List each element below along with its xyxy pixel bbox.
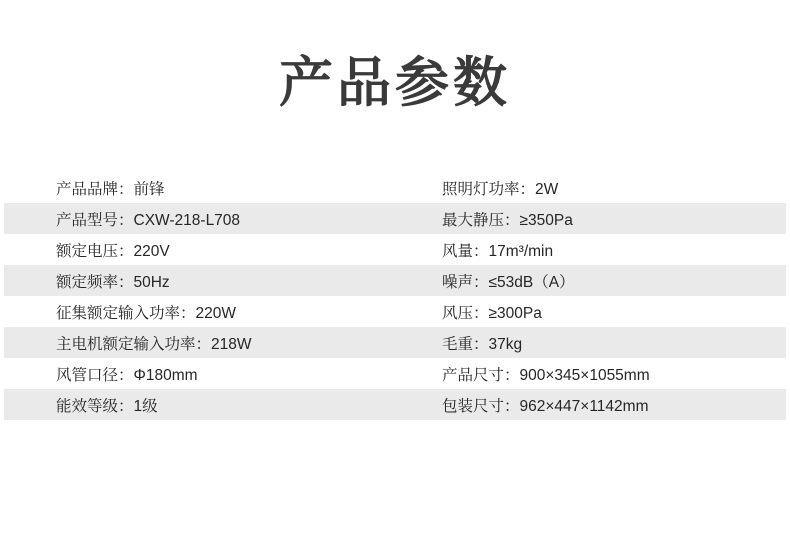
spec-cell-left — [4, 296, 424, 327]
spec-cell-left — [4, 172, 424, 203]
spec-text: 额定电压：220V — [56, 242, 170, 260]
spec-table-body — [4, 172, 786, 420]
spec-cell-right — [424, 234, 786, 265]
spec-cell-right — [424, 296, 786, 327]
page-title: 产品参数 — [279, 53, 511, 113]
spec-text: 风量：17m³/min — [442, 242, 554, 260]
spec-cell-right — [424, 172, 786, 203]
spec-text: 额定频率：50Hz — [56, 273, 170, 291]
spec-cell-right — [424, 327, 786, 358]
spec-cell-right — [424, 389, 786, 420]
table-row — [4, 358, 786, 389]
table-row — [4, 203, 786, 234]
spec-text: 风管口径：Φ180mm — [56, 366, 198, 384]
table-row — [4, 296, 786, 327]
table-row — [4, 172, 786, 203]
spec-cell-left — [4, 203, 424, 234]
spec-cell-right — [424, 358, 786, 389]
spec-text: 最大静压：≥350Pa — [442, 211, 573, 229]
spec-text: 毛重：37kg — [442, 335, 523, 353]
table-row — [4, 265, 786, 296]
spec-text: 包装尺寸：962×447×1142mm — [442, 397, 649, 415]
spec-text: 风压：≥300Pa — [442, 304, 542, 322]
spec-cell-left — [4, 265, 424, 296]
spec-cell-right — [424, 203, 786, 234]
spec-text: 产品型号：CXW-218-L708 — [56, 211, 241, 229]
table-row — [4, 327, 786, 358]
spec-text: 照明灯功率：2W — [442, 180, 559, 198]
table-row — [4, 389, 786, 420]
spec-text: 征集额定输入功率：220W — [56, 304, 236, 322]
spec-text: 产品尺寸：900×345×1055mm — [442, 366, 650, 384]
spec-cell-left — [4, 234, 424, 265]
bottom-spacer — [0, 420, 790, 500]
spec-table — [4, 172, 786, 420]
spec-cell-left — [4, 358, 424, 389]
spec-text: 噪声：≤53dB（A） — [442, 273, 575, 291]
spec-text: 能效等级：1级 — [56, 397, 158, 415]
spec-text: 主电机额定输入功率：218W — [56, 335, 252, 353]
spec-cell-left — [4, 389, 424, 420]
spec-cell-right — [424, 265, 786, 296]
table-row — [4, 234, 786, 265]
spec-cell-left — [4, 327, 424, 358]
spec-text: 产品品牌：前锋 — [56, 180, 165, 198]
